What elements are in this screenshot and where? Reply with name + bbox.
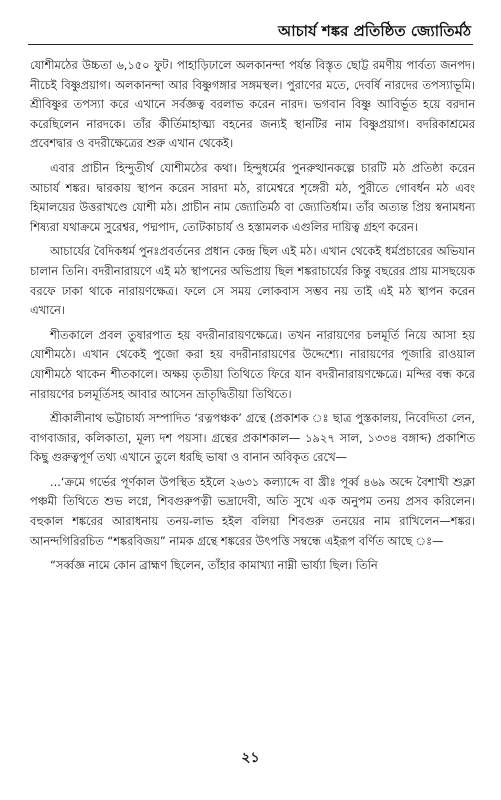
quoted-paragraph: ...‘ক্রমে গর্ভের পূর্ণকাল উপস্থিত হইলে ২৬৩১ কল্যাব্দে বা খ্রীঃ পূর্ব্ব ৪৬৯ অব্দে বৈশাখী শুক্লা পঞ্চমী তিথিতে শুভ লগ্নে, শিবগুরুপত্নী ভদ্রাদেবী, অতি সুখে এক অনুপম তনয় প্রসব করিলেন। বহুকাল শঙ্করের আরাধনায় তনয়-লাভ হইল বলিয়া শিবগুরু তনয়ের নাম রাখিলেন—শঙ্কর। আনন্দগিরিরচিত “শঙ্করবিজয়” নামক গ্রন্থে শঙ্করের উৎপত্তি সম্বন্ধে এইরূপ বর্ণিত আছে ঃ— bbox=[30, 474, 475, 548]
paragraph: এবার প্রাচীন হিন্দুতীর্থ যোশীমঠের কথা। হিন্দুধর্মের পুনরুত্থানকল্পে চারটি মঠ প্রতিষ্ঠা করেন আচার্য শঙ্কর। দ্বারকায় স্থাপন করেন সারদা মঠ, রামেশ্বরে শৃঙ্গেরী মঠ, পুরীতে গোবর্ধন মঠ এবং হিমালয়ের উত্তরাখণ্ডে যোশী মঠ। প্রাচীন নাম জ্যোতির্মঠ বা জ্যোতির্ধাম। তাঁর অত্যন্ত প্রিয় স্বনামধন্য শিষ্যরা যথাক্রমে সুরেশ্বর, পদ্মপাদ, তোটকাচার্য ও হস্তামলক এগুলির দায়িত্ব গ্রহণ করেন। bbox=[30, 160, 475, 234]
page-number: ২১ bbox=[241, 750, 260, 766]
paragraph: শ্রীকালীনাথ ভট্টাচার্য্য সম্পাদিত ‘রত্নপঞ্চক’ গ্রন্থে (প্রকাশক ঃ ছাত্র পুস্তকালয়, নিবেদিতা লেন, বাগবাজার, কলিকাতা, মূল্য দশ পয়সা। গ্রন্থের প্রকাশকাল— ১৯২৭ সাল, ১৩৩৪ বঙ্গাব্দ) প্রকাশিত কিছু গুরুত্বপূর্ণ তথ্য এখানে তুলে ধরছি ভাষা ও বানান অবিকৃত রেখে— bbox=[30, 411, 475, 465]
paragraph: শীতকালে প্রবল তুষারপাত হয় বদরীনারায়ণক্ষেত্রে। তখন নারায়ণের চলমূর্তি নিয়ে আসা হয় যোশীমঠে। এখান থেকেই পুজো করা হয় বদরীনারায়ণের উদ্দেশ্যে। নারায়ণের পূজারি রাওয়াল যোশীমঠে থাকেন শীতকালে। অক্ষয় তৃতীয়া তিথিতে ফিরে যান বদরীনারায়ণক্ষেত্রে। মন্দির বন্ধ করে নারায়ণের চলমূর্তিসহ আবার আসেন ভ্রাতৃদ্বিতীয়া তিথিতে। bbox=[30, 327, 475, 401]
body-text bbox=[30, 56, 475, 581]
header-divider bbox=[28, 44, 473, 45]
quoted-paragraph: “সর্ব্বজ্ঞ নামে কোন ব্রাহ্মণ ছিলেন, তাঁহার কামাখ্যা নাম্নী ভার্য্যা ছিল। তিনি bbox=[50, 558, 378, 573]
paragraph: যোশীমঠের উচ্চতা ৬,১৫০ ফুট। পাহাড়িঢালে অলকানন্দা পর্যন্ত বিস্তৃত ছোট্ট রমণীয় পার্বত্য জনপদ। নীচেই বিষ্ণুপ্রয়াগ। অলকানন্দা আর বিষ্ণুগঙ্গার সঙ্গমস্থল। পুরাণের মতে, দেবর্ষি নারদের তপস্যাভূমি। শ্রীবিষ্ণুর তপস্যা করে এখানে সর্বজ্ঞত্ব বরলাভ করেন নারদ। ভগবান বিষ্ণু আবির্ভূত হয়ে বরদান করেছিলেন নারদকে। তাঁর কীর্তিমাহাত্ম্য বহনের জন্যই স্থানটির নাম বিষ্ণুপ্রয়াগ। বদরিকাশ্রমের প্রবেশদ্বার ও বদরীক্ষেত্রের শুরু এখান থেকেই। bbox=[30, 58, 475, 151]
running-header: আচার্য শঙ্কর প্রতিষ্ঠিত জ্যোতির্মঠ bbox=[278, 22, 471, 40]
paragraph: আচার্যের বৈদিকধর্ম পুনঃপ্রবর্তনের প্রধান কেন্দ্র ছিল এই মঠ। এখান থেকেই ধর্মপ্রচারের অভিযান চালান তিনি। বদরীনারায়ণে এই মঠ স্থাপনের অভিপ্রায় ছিল শঙ্করাচার্যের কিন্তু বছরের প্রায় মাসছয়েক বরফে ঢাকা থাকে নারায়ণক্ষেত্র। ফলে সে সময় লোকবাস সম্ভব নয় তাই এই মঠ স্থাপন করেন এখানে। bbox=[30, 244, 475, 318]
